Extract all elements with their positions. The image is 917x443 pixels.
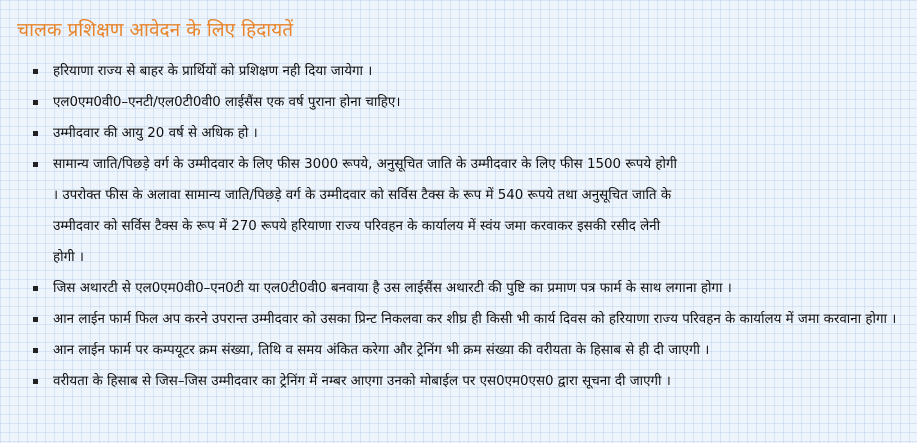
bullet-square-icon [33,69,38,74]
instruction-text: हरियाणा राज्य से बाहर के प्रार्थियों को प्रशिक्षण नही दिया जायेगा । [53,64,373,79]
list-item [0,366,917,397]
instructions-list [0,56,917,397]
bullet-square-icon [33,286,38,291]
list-item [0,56,917,87]
list-item [0,87,917,118]
instruction-text: सामान्य जाति/पिछड़े वर्ग के उम्मीदवार के लिए फीस 3000 रूपये, अनुसूचित जाति के उम्मीदवार के लिए फीस 1500 रूपये होगी । उपरोक्त फीस के अलावा सामान्य जाति/पिछड़े वर्ग के उम्मीदवार को सर्विस टैक्स के रूप में 540 रूपये तथा अनुसूचित जाति के उम्मीदवार को सर्विस टैक्स के रूप में 270 रूपये हरियाणा राज्य परिवहन के कार्यालय में स्वंय जमा करवाकर इसकी रसीद लेनी होगी । [53,157,677,265]
list-item [0,149,917,273]
bullet-square-icon [33,317,38,322]
instruction-text: जिस अथारटी से एल0एम0वी0–एन0टी या एल0टी0वी0 बनवाया है उस लाईसैंस अथारटी की पुष्टि का प्रमाण पत्र फार्म के साथ लगाना होगा । [53,281,732,296]
list-item [0,273,917,304]
instruction-text: एल0एम0वी0–एनटी/एल0टी0वी0 लाईसैंस एक वर्ष पुराना होना चाहिए। [53,95,401,110]
bullet-square-icon [33,348,38,353]
list-item [0,304,917,335]
instruction-text: आन लाईन फार्म पर कम्पयूटर क्रम संख्या, तिथि व समय अंकित करेगा और ट्रेनिंग भी क्रम संख्या की वरीयता के हिसाब से ही दी जाएगी । [53,343,710,358]
list-item [0,118,917,149]
instruction-text: उम्मीदवार की आयु 20 वर्ष से अधिक हो । [53,126,258,141]
page-title: चालक प्रशिक्षण आवेदन के लिए हिदायतें [17,19,294,41]
bullet-square-icon [33,162,38,167]
bullet-square-icon [33,100,38,105]
list-item [0,335,917,366]
instruction-text: वरीयता के हिसाब से जिस–जिस उम्मीदवार का ट्रेनिंग में नम्बर आएगा उनको मोबाईल पर एस0एम0एस0 द्वारा सूचना दी जाएगी । [53,374,671,389]
bullet-square-icon [33,131,38,136]
instruction-text: आन लाईन फार्म फिल अप करने उपरान्त उम्मीदवार को उसका प्रिन्ट निकलवा कर शीघ्र ही किसी भी कार्य दिवस को हरियाणा राज्य परिवहन के कार्यालय में जमा करवाना होगा । [53,312,897,327]
bullet-square-icon [33,379,38,384]
